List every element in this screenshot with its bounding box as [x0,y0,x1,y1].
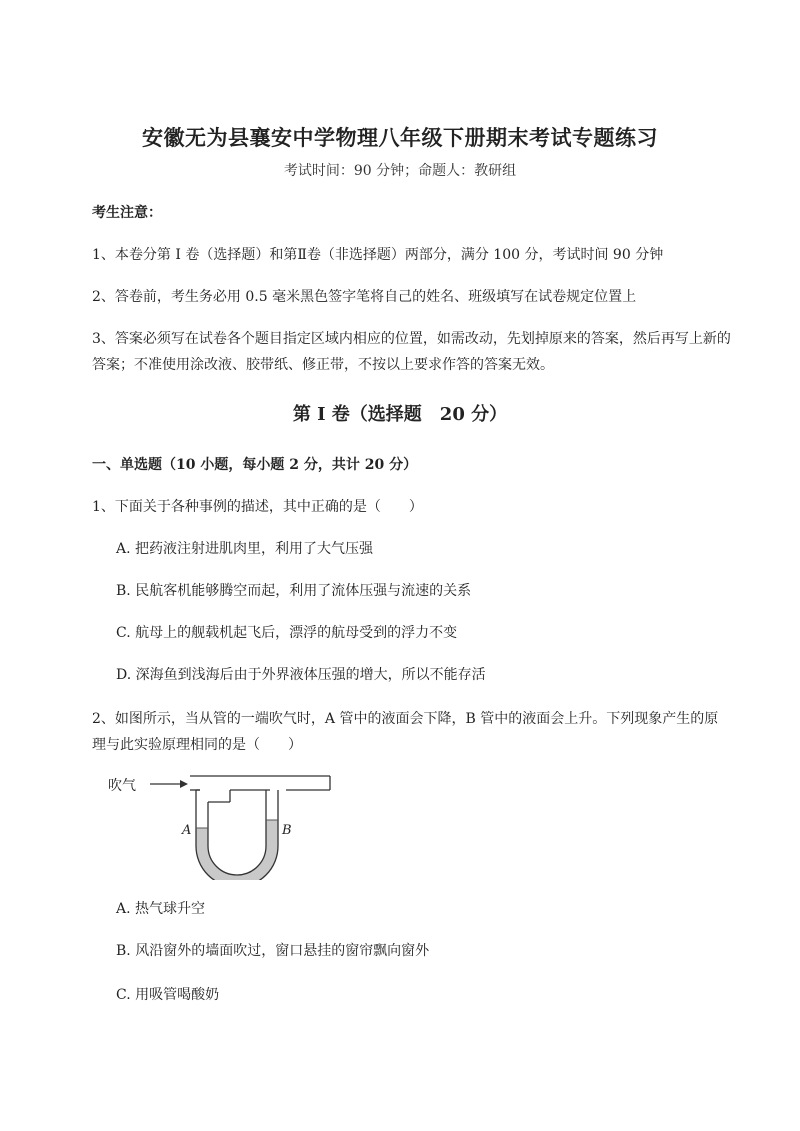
question-1-option-c: C. 航母上的舰载机起飞后，漂浮的航母受到的浮力不变 [116,625,458,641]
u-tube-figure [108,770,338,880]
u-tube-inner [208,790,266,875]
question-2-option-b: B. 风沿窗外的墙面吹过，窗口悬挂的窗帘飘向窗外 [116,943,430,959]
question-1-option-a: A. 把药液注射进肌肉里，利用了大气压强 [116,541,374,557]
part-heading: 一、单选题（10 小题，每小题 2 分，共计 20 分） [92,457,418,473]
u-tube-diagram [108,770,338,880]
tube-b-label: B [282,823,292,838]
question-2-option-a: A. 热气球升空 [116,901,206,917]
tube-a-label: A [182,823,192,838]
arrow-right-icon [180,780,188,788]
notice-item-2: 2、答卷前，考生务必用 0.5 毫米黑色签字笔将自己的姓名、班级填写在试卷规定位置上 [92,289,637,305]
question-2-option-c: C. 用吸管喝酸奶 [116,987,220,1003]
blow-label: 吹气 [108,778,136,794]
exam-info: 考试时间：90 分钟；命题人：教研组 [283,163,517,179]
notice-item-3: 3、答案必须写在试卷各个题目指定区域内相应的位置，如需改动，先划掉原来的答案，然后再写上新的答案；不准使用涂改液、胶带纸、修正带，不按以上要求作答的答案无效。 [92,331,731,373]
question-1-stem: 1、下面关于各种事例的描述，其中正确的是（ ） [92,499,423,515]
question-1-option-d: D. 深海鱼到浅海后由于外界液体压强的增大，所以不能存活 [116,667,486,683]
notice-heading: 考生注意： [92,205,162,221]
question-2-stem: 2、如图所示，当从管的一端吹气时，A 管中的液面会下降，B 管中的液面会上升。下列现象产生的原理与此实验原理相同的是（ ） [92,711,719,753]
page-title: 安徽无为县襄安中学物理八年级下册期末考试专题练习 [142,125,658,150]
question-1-option-b: B. 民航客机能够腾空而起，利用了流体压强与流速的关系 [116,583,472,599]
notice-item-1: 1、本卷分第 I 卷（选择题）和第Ⅱ卷（非选择题）两部分，满分 100 分，考试时间 90 分钟 [92,247,664,263]
section-title: 第 I 卷（选择题 20 分） [292,404,508,425]
